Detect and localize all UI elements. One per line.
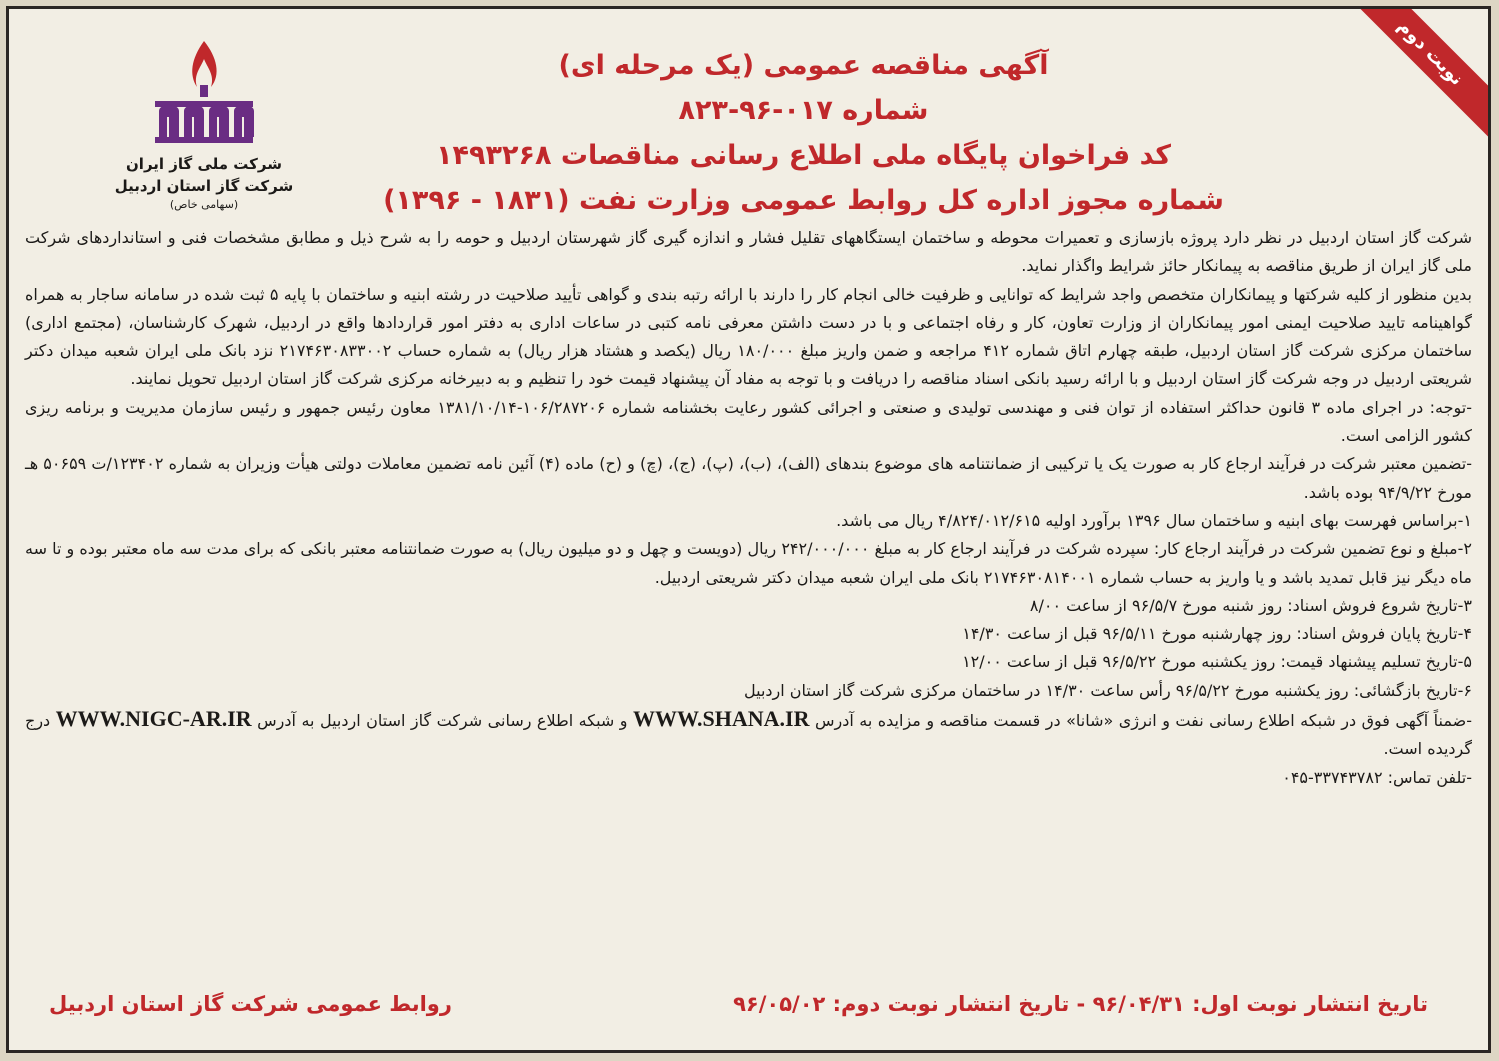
notice-footer: [49, 992, 1428, 1028]
notice-body: [25, 224, 1472, 954]
public-relations-signature: روابط عمومی شرکت گاز استان اردبیل: [49, 992, 452, 1016]
notice-headings: [309, 43, 1298, 223]
item-sale-start: ۳-تاریخ شروع فروش اسناد: روز شنبه مورخ ۹۶/۵/۷ از ساعت ۸/۰۰: [1029, 595, 1472, 615]
publication-dates: تاریخ انتشار نوبت اول: ۹۶/۰۴/۳۱ - تاریخ انتشار نوبت دوم: ۹۶/۰۵/۰۲: [733, 992, 1428, 1016]
shana-link[interactable]: WWW.SHANA.IR: [633, 706, 810, 732]
item-deposit: ۲-مبلغ و نوع تضمین شرکت در فرآیند ارجاع کار: سپرده شرکت در فرآیند ارجاع کار به مبلغ ۲۴۲/۰۰۰/۰۰۰ ریال (دویست و چهل و دو میلیون ریال) به صورت ضمانتنامه معتبر بانکی که برای مدت سه ماه معتبر بوده و تا سه ماه دیگر نیز قابل تمدید باشد و یا واریز به حساب شماره ۲۱۷۴۶۳۰۸۱۴۰۰۱ بانک ملی ایران شعبه میدان دکتر شریعتی اردبیل.: [25, 539, 1472, 587]
tender-notice: [6, 6, 1491, 1053]
logo-line-ardabil: شرکت گاز استان اردبیل: [114, 177, 294, 195]
license-number: شماره مجوز اداره کل روابط عمومی وزارت نفت (۱۸۳۱ - ۱۳۹۶): [383, 185, 1224, 216]
paragraph-guarantee: -تضمین معتبر شرکت در فرآیند ارجاع کار به صورت یک یا ترکیبی از ضمانتنامه های موضوع بندهای (الف)، (ب)، (پ)، (ج)، (چ) و (ح) ماده (۴) آئین نامه تضمین معاملات دولتی هیأت وزیران به شماره ۱۲۳۴۰۲/ت ۵۰۶۵۹ هـ مورخ ۹۴/۹/۲۲ بوده باشد.: [25, 454, 1472, 502]
notice-number: شماره ۰۱۷-۹۶-۸۲۳: [678, 95, 929, 126]
call-code: کد فراخوان پایگاه ملی اطلاع رسانی مناقصات ۱۴۹۳۲۶۸: [436, 140, 1171, 171]
publication-text-c: درج گردیده است.: [25, 711, 1472, 759]
item-opening: ۶-تاریخ بازگشائی: روز یکشنبه مورخ ۹۶/۵/۲۲ رأس ساعت ۱۴/۳۰ در ساختمان مرکزی شرکت گاز استان اردبیل: [744, 680, 1472, 700]
second-publication-ribbon: نوبت دوم: [1339, 6, 1491, 144]
publication-text-a: -ضمناً آگهی فوق در شبکه اطلاع رسانی نفت و انرژی «شانا» در قسمت مناقصه و مزایده به آدرس: [814, 711, 1472, 731]
item-sale-end: ۴-تاریخ پایان فروش اسناد: روز چهارشنبه مورخ ۹۶/۵/۱۱ قبل از ساعت ۱۴/۳۰: [962, 624, 1472, 644]
nigc-flame-icon: [129, 33, 279, 153]
paragraph-note: -توجه: در اجرای ماده ۳ قانون حداکثر استفاده از توان فنی و مهندسی تولیدی و صنعتی و اجرائی کشور رعایت بخشنامه شماره ۱۰۶/۲۸۷۲۰۶-۱۳۸۱/۱۰/۱۴ معاون رئیس جمهور و رئیس سازمان مدیریت و برنامه ریزی کشور الزامی است.: [25, 397, 1472, 446]
nigc-ar-link[interactable]: WWW.NIGC-AR.IR: [55, 706, 252, 732]
paragraph-intro: شرکت گاز استان اردبیل در نظر دارد پروژه بازسازی و تعمیرات محوطه و ساختمان ایستگاههای تقلیل فشار و اندازه گیری گاز شهرستان اردبیل و حومه را به شرح ذیل و مطابق مشخصات فنی و استانداردهای شرکت ملی گاز ایران از طریق مناقصه به پیمانکار حائز شرایط واگذار نماید.: [25, 228, 1472, 276]
paragraph-publication: [25, 705, 1472, 764]
logo-line-nigc: شرکت ملی گاز ایران: [126, 155, 282, 173]
contact-phone: -تلفن تماس: ۳۳۷۴۳۷۸۲-۰۴۵: [1282, 767, 1472, 787]
item-estimate: ۱-براساس فهرست بهای ابنیه و ساختمان سال ۱۳۹۶ برآورد اولیه ۴/۸۲۴/۰۱۲/۶۱۵ ریال می باشد.: [836, 510, 1472, 530]
company-logo: [69, 33, 339, 228]
item-submission: ۵-تاریخ تسلیم پیشنهاد قیمت: روز یکشنبه مورخ ۹۶/۵/۲۲ قبل از ساعت ۱۲/۰۰: [962, 652, 1472, 672]
logo-line-company-type: (سهامی خاص): [169, 198, 239, 211]
paragraph-invitation: بدین منظور از کلیه شرکتها و پیمانکاران متخصص واجد شرایط که توانایی و ظرفیت خالی انجام کار را دارند با ارائه رتبه بندی و گواهی تأیید صلاحیت در رشته ابنیه و ساختمان با پایه ۵ ثبت شده در سامانه ساجار به همراه گواهینامه تایید صلاحیت ایمنی امور پیمانکاران از وزارت تعاون، کار و رفاه اجتماعی و با در دست داشتن معرفی نامه کتبی در ساعات اداری به دفتر امور قراردادها واقع در اردبیل، شهرک کارشناسان، (مجتمع اداری) ساختمان مرکزی شرکت گاز استان اردبیل، طبقه چهارم اتاق شماره ۴۱۲ مراجعه و ضمن واریز مبلغ ۱۸۰/۰۰۰ ریال (یکصد و هشتاد هزار ریال) به شماره حساب ۲۱۷۴۶۳۰۸۳۳۰۰۲ نزد بانک ملی ایران شعبه میدان دکتر شریعتی اردبیل در وجه شرکت گاز استان اردبیل و با ارائه رسید بانکی اسناد مناقصه را دریافت و با توجه به مفاد آن پیشنهاد قیمت خود را تنظیم و به دبیرخانه مرکزی شرکت گاز استان اردبیل تحویل نمایند.: [25, 284, 1473, 389]
publication-text-b: و شبکه اطلاع رسانی شرکت گاز استان اردبیل به آدرس: [257, 711, 628, 731]
notice-title: آگهی مناقصه عمومی (یک مرحله ای): [558, 50, 1049, 81]
